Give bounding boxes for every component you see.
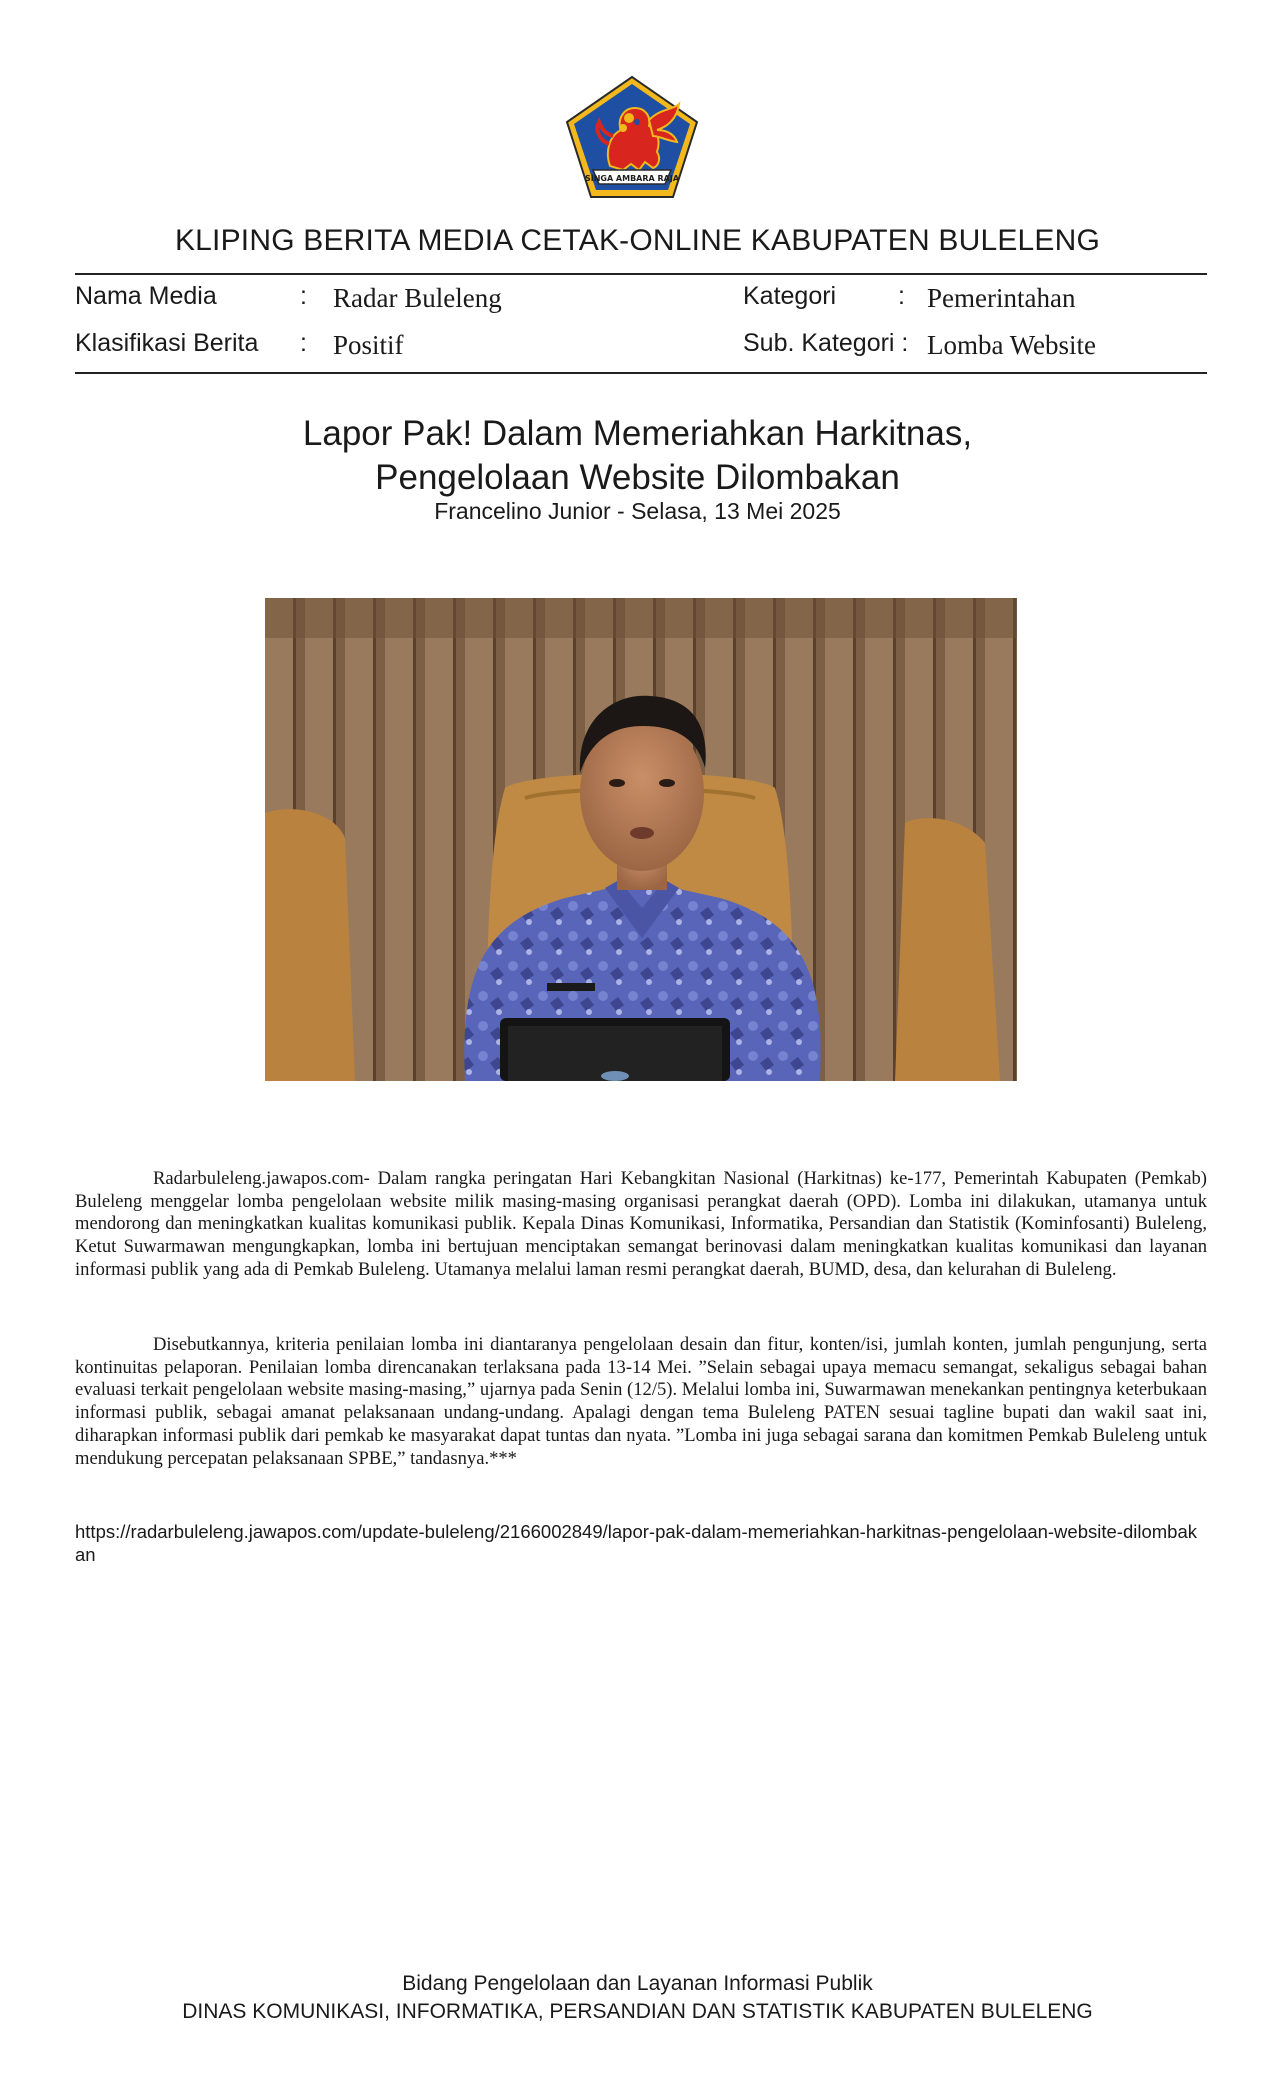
singa-ambara-raja-emblem-icon xyxy=(565,74,700,200)
document-heading: KLIPING BERITA MEDIA CETAK-ONLINE KABUPATEN BULELENG xyxy=(174,224,1101,257)
sub-kategori-value: Lomba Website xyxy=(927,330,1097,360)
header-divider-top xyxy=(75,273,1207,275)
official-speaking-photo xyxy=(265,598,1017,1081)
article-byline: Francelino Junior - Selasa, 13 Mei 2025 xyxy=(434,498,841,524)
kategori-value: Pemerintahan xyxy=(927,283,1076,313)
footer-agency: DINAS KOMUNIKASI, INFORMATIKA, PERSANDIAN DAN STATISTIK KABUPATEN BULELENG xyxy=(182,2000,1093,2023)
nama-media-label: Nama Media xyxy=(75,282,217,310)
sub-kategori-label: Sub. Kategori : xyxy=(743,329,909,357)
regency-logo xyxy=(565,74,700,200)
article-paragraph: Radarbuleleng.jawapos.com- Dalam rangka peringatan Hari Kebangkitan Nasional (Harkitnas) ke-177, Pemerintah Kabupaten (Pemkab) Buleleng menggelar lomba pengelolaan website milik masing-masing organisasi perangkat daerah (OPD). Lomba ini dilakukan, utamanya untuk mendorong dan meningkatkan kualitas komunikasi publik. Kepala Dinas Komunikasi, Informatika, Persandian dan Statistik (Kominfosanti) Buleleng, Ketut Suwarmawan mengungkapkan, lomba ini bertujuan menciptakan semangat berinovasi dalam meningkatkan kualitas komunikasi dan layanan informasi publik yang ada di Pemkab Buleleng. Utamanya melalui laman resmi perangkat daerah, BUMD, desa, dan kelurahan di Buleleng. xyxy=(75,1168,1207,1280)
footer-division: Bidang Pengelolaan dan Layanan Informasi Publik xyxy=(402,1972,873,1995)
article-paragraph: Disebutkannya, kriteria penilaian lomba ini diantaranya pengelolaan desain dan fitur, konten/isi, jumlah konten, jumlah pengunjung, serta kontinuitas pelaporan. Penilaian lomba direncanakan terlaksana pada 13-14 Mei. ”Selain sebagai upaya memacu semangat, sekaligus sebagai bahan evaluasi terkait pengelolaan website masing-masing,” ujarnya pada Senin (12/5). Melalui lomba ini, Suwarmawan menekankan pentingnya keterbukaan informasi publik, sebagai amanat pelaksanaan undang-undang. Apalagi dengan tema Buleleng PATEN sesuai tagline bupati dan wakil saat ini, diharapkan informasi publik dari pemkab ke masyarakat dapat tuntas dan nyata. ”Lomba ini juga sebagai sarana dan komitmen Pemkab Buleleng untuk mendukung percepatan pelaksanaan SPBE,” tandasnya.*** xyxy=(75,1334,1207,1469)
kategori-label: Kategori xyxy=(743,282,837,310)
nama-media-value: Radar Buleleng xyxy=(333,283,502,313)
article-title xyxy=(0,412,1275,500)
article-title-line-2: Pengelolaan Website Dilombakan xyxy=(375,458,900,497)
klasifikasi-berita-colon: : xyxy=(300,329,307,357)
article-photo xyxy=(265,598,1017,1081)
nama-media-colon: : xyxy=(300,282,307,310)
klasifikasi-berita-label: Klasifikasi Berita xyxy=(75,329,259,357)
svg-text:SINGA AMBARA RAJA: SINGA AMBARA RAJA xyxy=(584,174,680,183)
kategori-colon: : xyxy=(898,282,905,310)
klasifikasi-berita-value: Positif xyxy=(333,330,404,360)
header-divider-bottom xyxy=(75,372,1207,374)
article-title-line-1: Lapor Pak! Dalam Memeriahkan Harkitnas, xyxy=(302,414,973,453)
source-url-link[interactable]: https://radarbuleleng.jawapos.com/update-buleleng/2166002849/lapor-pak-dalam-memeriahkan-harkitnas-pengelolaan-website-dilombakan xyxy=(75,1521,1197,1565)
